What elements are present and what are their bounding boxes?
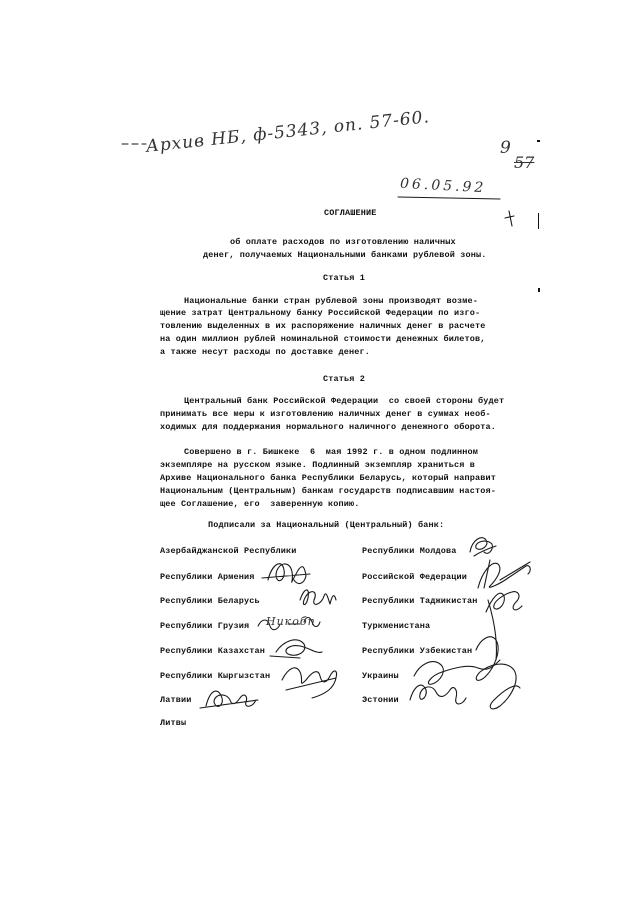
page-number-handwritten: 9	[500, 138, 511, 158]
page-sub-number-handwritten: 57	[514, 153, 535, 172]
signatory-kazakhstan: Республики Казахстан	[160, 646, 266, 656]
signatory-ukraine: Украины	[362, 671, 399, 681]
signatory-azerbaijan: Азербайджанской Республики	[160, 546, 297, 556]
article-2-line-2: принимать все меры к изготовлению наличных денег в суммах необ-	[160, 409, 491, 419]
article-2-heading: Статья 2	[323, 374, 366, 384]
signature-moldova	[470, 538, 496, 556]
signature-ukraine	[414, 660, 500, 684]
article-1-line-5: а также несут расходы по доставке денег.	[160, 347, 371, 357]
signatory-moldova: Республики Молдова	[362, 546, 457, 556]
signatory-tajikistan: Республики Таджикистан	[362, 596, 478, 606]
archive-date-handwritten: 06.05.92	[399, 175, 487, 197]
signatory-uzbekistan: Республики Узбекистан	[362, 646, 473, 656]
margin-mark	[538, 288, 540, 292]
signatory-belarus: Республики Беларусь	[160, 596, 260, 606]
article-1-line-1: Национальные банки стран рублевой зоны производят возме-	[184, 296, 479, 306]
margin-mark	[538, 213, 539, 229]
signatory-russia: Российской Федерации	[362, 572, 468, 582]
closing-line-4: Национальным (Центральным) банкам государств подписавшим настоя-	[160, 486, 497, 496]
article-1-line-3: товлению выделенных в их распоряжение наличных денег в расчете	[160, 321, 486, 331]
signature-belarus	[300, 590, 336, 605]
signature-kyrgyzstan	[282, 668, 337, 698]
signature-uzbekistan	[476, 600, 520, 709]
signature-georgia-inscription: Никобп	[266, 615, 316, 628]
signatory-lithuania: Литвы	[160, 718, 187, 728]
margin-mark	[537, 140, 540, 142]
signature-latvia	[200, 691, 258, 708]
signature-russia	[478, 560, 530, 588]
signatory-kyrgyzstan: Республики Кыргызстан	[160, 671, 271, 681]
article-2-line-1: Центральный банк Российской Федерации со своей стороны будет	[184, 396, 505, 406]
signed-header: Подписали за Национальный (Центральный) банк:	[208, 520, 445, 530]
signature-kazakhstan	[270, 640, 322, 658]
document-title: СОГЛАШЕНИЕ	[324, 208, 377, 218]
article-1-line-4: на один миллион рублей номинальной стоимости денежных билетов,	[160, 334, 486, 344]
cross-mark	[505, 211, 514, 226]
closing-line-2: экземпляре на русском языке. Подлинный экземпляр храниться в	[160, 460, 476, 470]
closing-line-3: Архиве Национального банка Республики Беларусь, который направит	[160, 473, 497, 483]
article-2-line-3: ходимых для поддержания нормального наличного денежного оборота.	[160, 422, 497, 432]
signatory-armenia: Республики Армения	[160, 572, 255, 582]
signatory-georgia: Республики Грузия	[160, 621, 250, 631]
subtitle-line-2: денег, получаемых Национальными банками рублевой зоны.	[203, 250, 487, 260]
signatory-turkmenistan: Туркменистана	[362, 621, 431, 631]
closing-line-5: щее Соглашение, его заверенную копию.	[160, 499, 360, 509]
signature-tajikistan	[486, 592, 522, 612]
archive-note-handwritten: Архив НБ, ф-5343, оп. 57-60.	[145, 107, 431, 157]
signature-armenia	[262, 564, 310, 584]
article-1-heading: Статья 1	[323, 273, 366, 283]
date-underline	[398, 197, 500, 199]
closing-line-1: Совершено в г. Бишкеке 6 мая 1992 г. в одном подлинном	[184, 447, 479, 457]
signature-estonia	[410, 685, 466, 704]
signatory-latvia: Латвии	[160, 695, 192, 705]
signatory-estonia: Эстонии	[362, 695, 399, 705]
subtitle-line-1: об оплате расходов по изготовлению наличных	[230, 237, 456, 247]
article-1-line-2: щение затрат Центральному банку Российской Федерации по изго-	[160, 308, 481, 318]
